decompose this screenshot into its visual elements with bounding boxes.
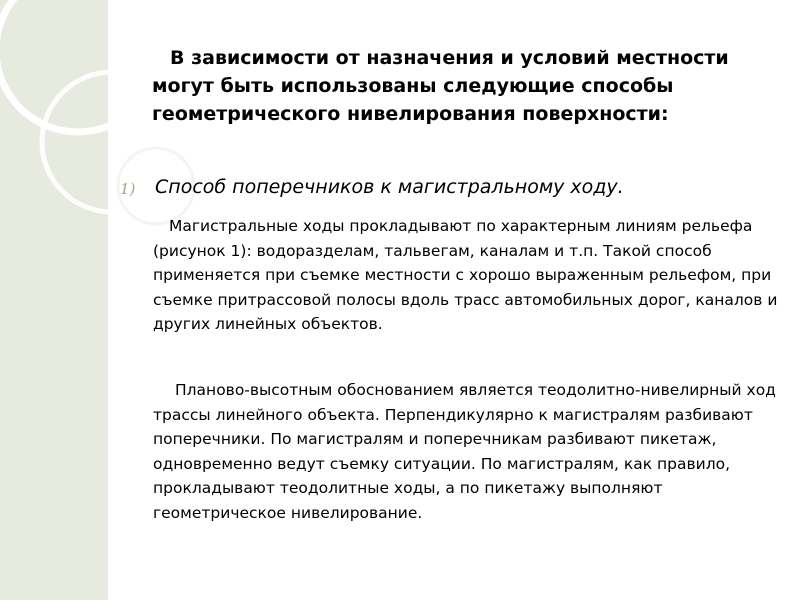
paragraph-1: Магистральные ходы прокладывают по характерным линиям рельефа (рисунок 1): водоразделам, тальвегам, каналам и т.п. Такой способ применяется при съемке местности с хорошо выраженным рельефом, при съемке притрассовой полосы вдоль трасс автомобильных дорог, каналов и других линейных объектов. xyxy=(153,217,778,333)
paragraph-2: Планово-высотным обоснованием является теодолитно-нивелирный ход трассы линейного объекта. Перпендикулярно к магистралям разбивают поперечники. По магистралям и поперечникам разбивают пикетаж, одновременно ведут съемку ситуации. По магистралям, как правило, прокладывают теодолитные ходы, а по пикетажу выполняют геометрическое нивелирование. xyxy=(153,381,776,522)
list-item-title: Способ поперечников к магистральному ходу. xyxy=(155,176,624,198)
intro-heading: В зависимости от назначения и условий местности могут быть использованы следующие способы геометрического нивелирования поверхности: xyxy=(152,47,729,125)
list-item-number: 1) xyxy=(120,180,136,198)
